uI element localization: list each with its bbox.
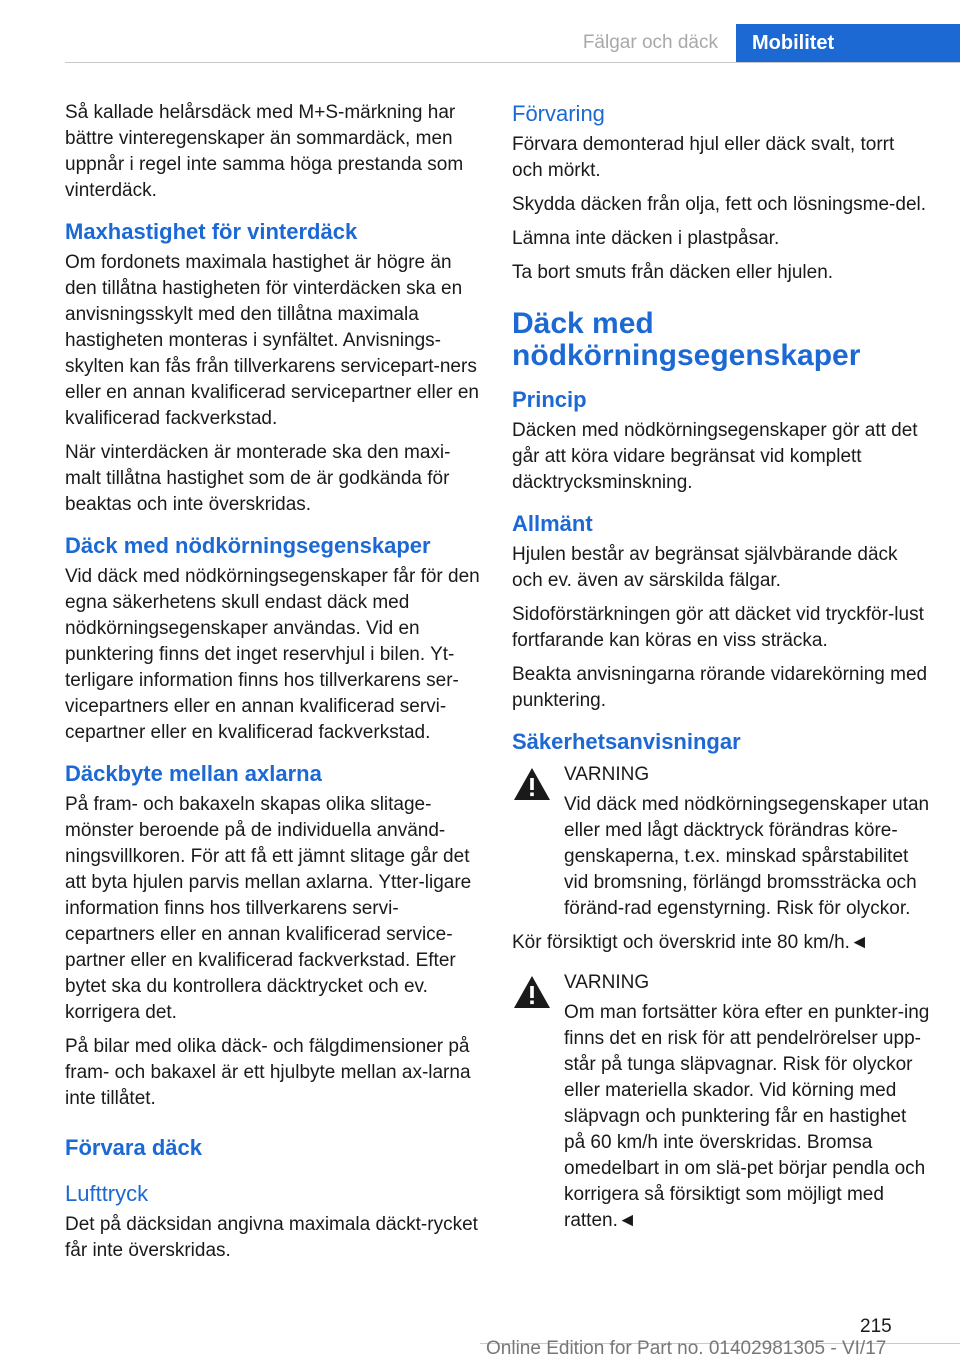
general-paragraph-2: Sidoförstärkningen gör att däcket vid tryckför-lust fortfarande kan köras en viss sträcka. bbox=[512, 604, 924, 651]
warning-text: Vid däck med nödkörningsegenskaper utan eller med lågt däcktryck förändras köre-genskaperna, t.ex. minskad spårstabilitet vid bromsning, förlängd bromssträcka och föränd-rad egenstyrning. Risk för olyckor. bbox=[564, 794, 930, 919]
warning-label: VARNING bbox=[564, 972, 650, 993]
warning-text: Om man fortsätter köra efter en punkter-ing finns det en risk för att pendelrörelser upp-står på tunga släpvagnar. Risk för olyckor eller materiella skador. Vid körning med släpvagn och punktering får en hastighet på 60 km/h inte överskridas. Bromsa omedelbart in om slä-pet börjar pendla och korrigera så försiktigt som möjligt med ratten.◄ bbox=[564, 1002, 930, 1231]
heading-safety: Säkerhetsanvisningar bbox=[512, 729, 741, 754]
page-number: 215 bbox=[860, 1316, 892, 1337]
storage-paragraph-4: Ta bort smuts från däcken eller hjulen. bbox=[512, 262, 834, 283]
header-rule bbox=[65, 62, 960, 63]
header-chapter-tab[interactable]: Mobilitet bbox=[736, 24, 960, 62]
heading-storage: Förvaring bbox=[512, 101, 605, 126]
general-paragraph-1: Hjulen består av begränsat självbärande däck och ev. även av särskilda fälgar. bbox=[512, 544, 898, 591]
warning-triangle-icon bbox=[512, 766, 552, 802]
storage-paragraph-2: Skydda däcken från olja, fett och lösningsme-del. bbox=[512, 194, 927, 215]
heading-store-tires: Förvara däck bbox=[65, 1135, 202, 1160]
general-paragraph-3: Beakta anvisningarna rörande vidarekörning med punktering. bbox=[512, 664, 928, 711]
max-speed-paragraph-1: Om fordonets maximala hastighet är högre än den tillåtna hastigheten för vinterdäcken ska en anvisningsskylt med den tillåtna maximala hastigheten monteras i synfältet. Anvisnings-skylten kan fås från tillverkarens servicepart-ners eller en annan kvalificerad servicepartner eller en kvalificerad fackverkstad. bbox=[65, 252, 480, 429]
heading-general: Allmänt bbox=[512, 511, 593, 536]
runflat-paragraph: Vid däck med nödkörningsegenskaper får för den egna säkerhetens skull endast däck med nödkörningsegenskaper användas. Vid en punktering finns det inget reservhjul i bilen. Yt-terligare information finns hos tillverkarens ser-vicepartners eller en annan kvalificerad servi-cepartner eller en kvalificerad fackverkstad. bbox=[65, 566, 480, 743]
footer-edition: Online Edition for Part no. 01402981305 - VI/17 bbox=[486, 1338, 887, 1359]
tire-swap-paragraph-2: På bilar med olika däck- och fälgdimensioner på fram- och bakaxel är ett hjulbyte mellan ax-larna inte tillåtet. bbox=[65, 1036, 471, 1109]
storage-paragraph-1: Förvara demonterad hjul eller däck svalt, torrt och mörkt. bbox=[512, 134, 895, 181]
warning-block-2 bbox=[512, 970, 930, 1234]
header-section-tab[interactable]: Fälgar och däck bbox=[582, 32, 718, 53]
right-column bbox=[512, 100, 930, 1234]
warning-triangle-icon bbox=[512, 974, 552, 1010]
warning-extra: Kör försiktigt och överskrid inte 80 km/h.◄ bbox=[512, 932, 869, 953]
allseason-paragraph: Så kallade helårsdäck med M+S-märkning har bättre vinteregenskaper än sommardäck, men uppnår i regel inte samma höga prestanda som vinterdäck. bbox=[65, 102, 464, 201]
heading-max-speed: Maxhastighet för vinterdäck bbox=[65, 219, 358, 244]
heading-tire-swap: Däckbyte mellan axlarna bbox=[65, 761, 322, 786]
warning-label: VARNING bbox=[564, 764, 650, 785]
heading-runflat-main: Däck med nödkörningsegenskaper bbox=[512, 307, 861, 372]
principle-paragraph: Däcken med nödkörningsegenskaper gör att det går att köra vidare begränsat vid komplett däcktrycksminskning. bbox=[512, 420, 918, 493]
air-pressure-paragraph: Det på däcksidan angivna maximala däckt-rycket får inte överskridas. bbox=[65, 1214, 478, 1261]
heading-air-pressure: Lufttryck bbox=[65, 1181, 149, 1206]
heading-runflat: Däck med nödkörningsegenskaper bbox=[65, 533, 431, 558]
left-column bbox=[65, 100, 485, 1272]
max-speed-paragraph-2: När vinterdäcken är monterade ska den maxi-malt tillåtna hastighet som de är godkända för beaktas och inte överskridas. bbox=[65, 442, 451, 515]
tire-swap-paragraph-1: På fram- och bakaxeln skapas olika slitage-mönster beroende på de individuella använd-ningsvillkoren. För att få ett jämnt slitage går det att byta hjulen parvis mellan axlarna. Ytter-ligare information finns hos tillverkarens servi-cepartners eller en annan kvalificerad service-partner eller en kvalificerad fackverkstad. Efter bytet ska du kontrollera däcktrycket och ev. korrigera det. bbox=[65, 794, 472, 1023]
storage-paragraph-3: Lämna inte däcken i plastpåsar. bbox=[512, 228, 780, 249]
heading-principle: Princip bbox=[512, 387, 587, 412]
warning-block-1 bbox=[512, 762, 930, 956]
